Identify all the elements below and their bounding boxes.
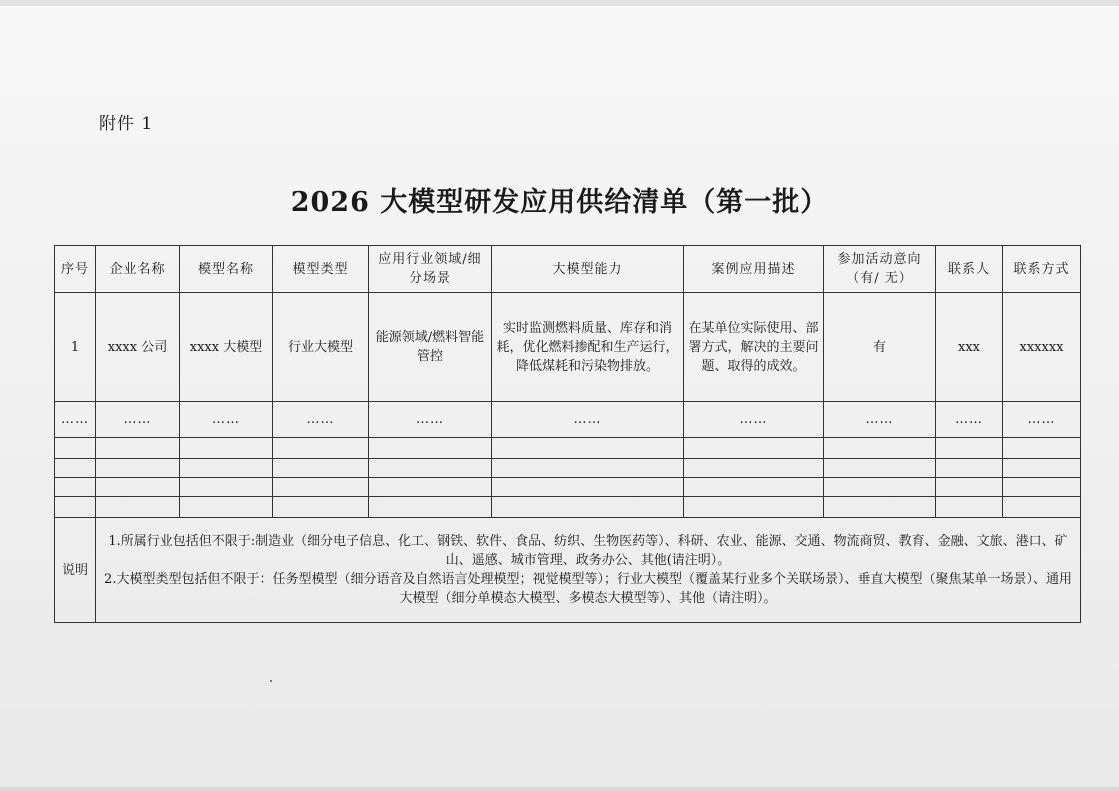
header-participation: 参加活动意向（有/ 无） (824, 246, 936, 293)
blank-cell (492, 438, 684, 459)
blank-cell (369, 459, 492, 478)
table-row-ellipsis (55, 402, 1081, 438)
blank-cell (684, 438, 824, 459)
cell-model-name: xxxx 大模型 (180, 293, 273, 402)
cell-ellipsis: …… (492, 402, 684, 438)
header-contact-info: 联系方式 (1003, 246, 1081, 293)
cell-industry-scene: 能源领域/燃料智能管控 (369, 293, 492, 402)
supply-list-table (54, 245, 1081, 623)
header-company: 企业名称 (96, 246, 180, 293)
blank-cell (273, 438, 369, 459)
blank-cell (180, 438, 273, 459)
cell-ellipsis: …… (684, 402, 824, 438)
blank-cell (55, 438, 96, 459)
blank-cell (96, 438, 180, 459)
cell-capability: 实时监测燃料质量、库存和消耗，优化燃料掺配和生产运行，降低煤耗和污染物排放。 (492, 293, 684, 402)
cell-ellipsis: …… (180, 402, 273, 438)
cell-ellipsis: …… (1003, 402, 1081, 438)
blank-cell (936, 478, 1003, 497)
header-contact-person: 联系人 (936, 246, 1003, 293)
table-row (55, 293, 1081, 402)
blank-cell (55, 497, 96, 518)
cell-case-description: 在某单位实际使用、部署方式，解决的主要问题、取得的成效。 (684, 293, 824, 402)
cell-contact-info: xxxxxx (1003, 293, 1081, 402)
document-title: 2026 大模型研发应用供给清单（第一批） (290, 187, 829, 218)
blank-cell (55, 478, 96, 497)
notes-line-industry: 1.所属行业包括但不限于:制造业（细分电子信息、化工、钢铁、软件、食品、纺织、生物医药等）、科研、农业、能源、交通、物流商贸、教育、金融、文旅、港口、矿山、遥感、城市管理、政务办公、其他(请注明）。 (108, 534, 1068, 568)
table-row-blank (55, 497, 1081, 518)
blank-cell (369, 478, 492, 497)
blank-cell (936, 497, 1003, 518)
header-case-description: 案例应用描述 (684, 246, 824, 293)
notes-content (96, 518, 1081, 623)
blank-cell (369, 497, 492, 518)
blank-cell (684, 478, 824, 497)
blank-cell (1003, 459, 1081, 478)
blank-cell (824, 497, 936, 518)
blank-cell (824, 438, 936, 459)
blank-cell (492, 459, 684, 478)
header-industry-scene: 应用行业领域/细分场景 (369, 246, 492, 293)
scan-top-edge (0, 0, 1119, 6)
blank-cell (96, 478, 180, 497)
notes-line-model-type: 2.大模型类型包括但不限于：任务型模型（细分语音及自然语言处理模型；视觉模型等）；行业大模型（覆盖某行业多个关联场景）、垂直大模型（聚焦某单一场景）、通用大模型（细分单模态大模型、多模态大模型等）、其他（请注明）。 (104, 572, 1072, 606)
cell-ellipsis: …… (55, 402, 96, 438)
blank-cell (96, 497, 180, 518)
attachment-label: 附件 1 (99, 114, 154, 134)
header-capability: 大模型能力 (492, 246, 684, 293)
scan-bottom-edge (0, 787, 1119, 791)
scan-speck (270, 680, 272, 682)
table-row-blank (55, 478, 1081, 497)
cell-ellipsis: …… (824, 402, 936, 438)
cell-ellipsis: …… (936, 402, 1003, 438)
blank-cell (369, 438, 492, 459)
cell-ellipsis: …… (273, 402, 369, 438)
cell-contact-person: xxx (936, 293, 1003, 402)
blank-cell (180, 478, 273, 497)
blank-cell (684, 459, 824, 478)
blank-cell (1003, 478, 1081, 497)
blank-cell (273, 459, 369, 478)
cell-ellipsis: …… (369, 402, 492, 438)
blank-cell (273, 497, 369, 518)
blank-cell (684, 497, 824, 518)
blank-cell (273, 478, 369, 497)
notes-row (55, 518, 1081, 623)
cell-index: 1 (55, 293, 96, 402)
blank-cell (96, 459, 180, 478)
notes-label: 说明 (55, 518, 96, 623)
header-model-type: 模型类型 (273, 246, 369, 293)
cell-ellipsis: …… (96, 402, 180, 438)
blank-cell (492, 497, 684, 518)
blank-cell (1003, 497, 1081, 518)
header-index: 序号 (55, 246, 96, 293)
cell-participation: 有 (824, 293, 936, 402)
blank-cell (180, 459, 273, 478)
blank-cell (55, 459, 96, 478)
cell-company: xxxx 公司 (96, 293, 180, 402)
blank-cell (936, 438, 1003, 459)
blank-cell (824, 478, 936, 497)
blank-cell (492, 478, 684, 497)
table-row-blank (55, 459, 1081, 478)
table-row-blank (55, 438, 1081, 459)
cell-model-type: 行业大模型 (273, 293, 369, 402)
table-header-row (55, 246, 1081, 293)
blank-cell (1003, 438, 1081, 459)
blank-cell (180, 497, 273, 518)
blank-cell (824, 459, 936, 478)
header-model-name: 模型名称 (180, 246, 273, 293)
blank-cell (936, 459, 1003, 478)
